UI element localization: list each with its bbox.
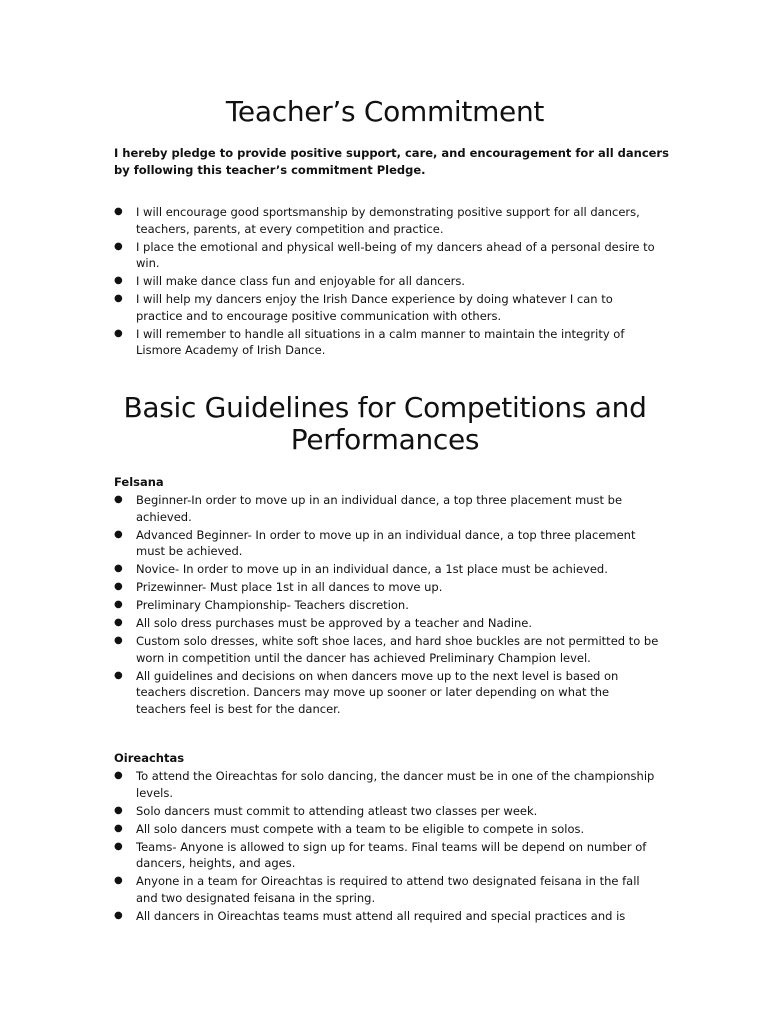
- list-item-text: Novice- In order to move up in an individual dance, a 1st place must be achieved.: [136, 562, 608, 576]
- list-item-text: All solo dancers must compete with a team to be eligible to compete in solos.: [136, 821, 585, 836]
- bullet-icon: ●: [114, 563, 123, 574]
- bullet-icon: ●: [114, 206, 123, 217]
- bullet-icon: ●: [114, 840, 123, 852]
- bullet-icon: ●: [114, 581, 123, 592]
- list-item-text: Advanced Beginner- In order to move up in an individual dance, a top three placement must be achieved.: [136, 527, 636, 558]
- list-item-text: I will encourage good sportsmanship by demonstrating positive support for all dancers, teachers, parents, at every competition and practice.: [136, 205, 640, 236]
- bullet-icon: ●: [114, 804, 123, 816]
- list-item-text: Beginner-In order to move up in an individual dance, a top three placement must be achieved.: [136, 493, 623, 524]
- list-item: [114, 908, 659, 925]
- bullet-icon: ●: [114, 822, 123, 834]
- commitment-list: [114, 204, 659, 360]
- list-item: [114, 597, 659, 614]
- list-item: [114, 492, 659, 525]
- bullet-icon: ●: [114, 909, 123, 921]
- list-item: [114, 527, 659, 560]
- list-item: [114, 803, 659, 820]
- bullet-icon: ●: [114, 327, 123, 339]
- list-item-text: Solo dancers must commit to attending atleast two classes per week.: [136, 803, 538, 818]
- bullet-icon: ●: [114, 770, 123, 781]
- list-item: [114, 326, 659, 359]
- list-item: [114, 204, 659, 237]
- list-item-text: Teams- Anyone is allowed to sign up for teams. Final teams will be depend on number of dancers, heights, and ages.: [136, 839, 647, 870]
- list-item-text: To attend the Oireachtas for solo dancing, the dancer must be in one of the championship levels.: [136, 769, 655, 800]
- pledge-statement: I hereby pledge to provide positive support, care, and encouragement for all dancers by following this teacher’s commitment Pledge.: [114, 146, 669, 177]
- list-item: [114, 633, 659, 666]
- list-item: [114, 239, 659, 272]
- list-item-text: All guidelines and decisions on when dancers move up to the next level is based on teachers discretion. Dancers may move up sooner or later depending on what the teachers feel is best for the dancer.: [136, 668, 619, 716]
- bullet-icon: ●: [114, 494, 123, 505]
- list-item-text: I place the emotional and physical well-being of my dancers ahead of a personal desire to win.: [136, 239, 655, 270]
- list-item-text: I will remember to handle all situations in a calm manner to maintain the integrity of Lismore Academy of Irish Dance.: [136, 326, 625, 357]
- bullet-icon: ●: [114, 528, 123, 540]
- bullet-icon: ●: [114, 240, 123, 252]
- bullet-icon: ●: [114, 275, 123, 286]
- list-item: [114, 273, 659, 290]
- list-item: [114, 615, 659, 632]
- list-item: [114, 291, 659, 324]
- list-item: [114, 839, 659, 872]
- bullet-icon: ●: [114, 875, 123, 886]
- list-item: [114, 873, 659, 906]
- oireachtas-list: [114, 768, 659, 926]
- list-item: [114, 821, 659, 838]
- list-item: [114, 561, 659, 578]
- felsana-list: [114, 492, 659, 719]
- bullet-icon: ●: [114, 669, 123, 681]
- oireachtas-heading: Oireachtas: [114, 751, 185, 765]
- list-item-text: Anyone in a team for Oireachtas is required to attend two designated feisana in the fall and two designated feisana in the spring.: [136, 874, 640, 905]
- list-item: [114, 768, 659, 801]
- list-item: [114, 579, 659, 596]
- list-item-text: Preliminary Championship- Teachers discretion.: [136, 598, 409, 612]
- guidelines-title: Basic Guidelines for Competitions and Performances: [123, 391, 647, 456]
- list-item-text: All solo dress purchases must be approved by a teacher and Nadine.: [136, 616, 533, 630]
- list-item-text: Prizewinner- Must place 1st in all dances to move up.: [136, 580, 443, 594]
- bullet-icon: ●: [114, 599, 123, 610]
- list-item-text: Custom solo dresses, white soft shoe laces, and hard shoe buckles are not permitted to be worn in competition until the dancer has achieved Preliminary Champion level.: [136, 634, 659, 665]
- felsana-heading: Felsana: [114, 475, 164, 489]
- bullet-icon: ●: [114, 635, 123, 646]
- bullet-icon: ●: [114, 293, 123, 304]
- list-item-text: I will help my dancers enjoy the Irish Dance experience by doing whatever I can to practice and to encourage positive communication with others.: [136, 292, 613, 323]
- list-item: [114, 668, 659, 718]
- bullet-icon: ●: [114, 617, 123, 628]
- teacher-commitment-title: Teacher’s Commitment: [225, 95, 545, 128]
- list-item-text: I will make dance class fun and enjoyable for all dancers.: [136, 274, 466, 288]
- list-item-text: All dancers in Oireachtas teams must attend all required and special practices and is: [136, 908, 626, 923]
